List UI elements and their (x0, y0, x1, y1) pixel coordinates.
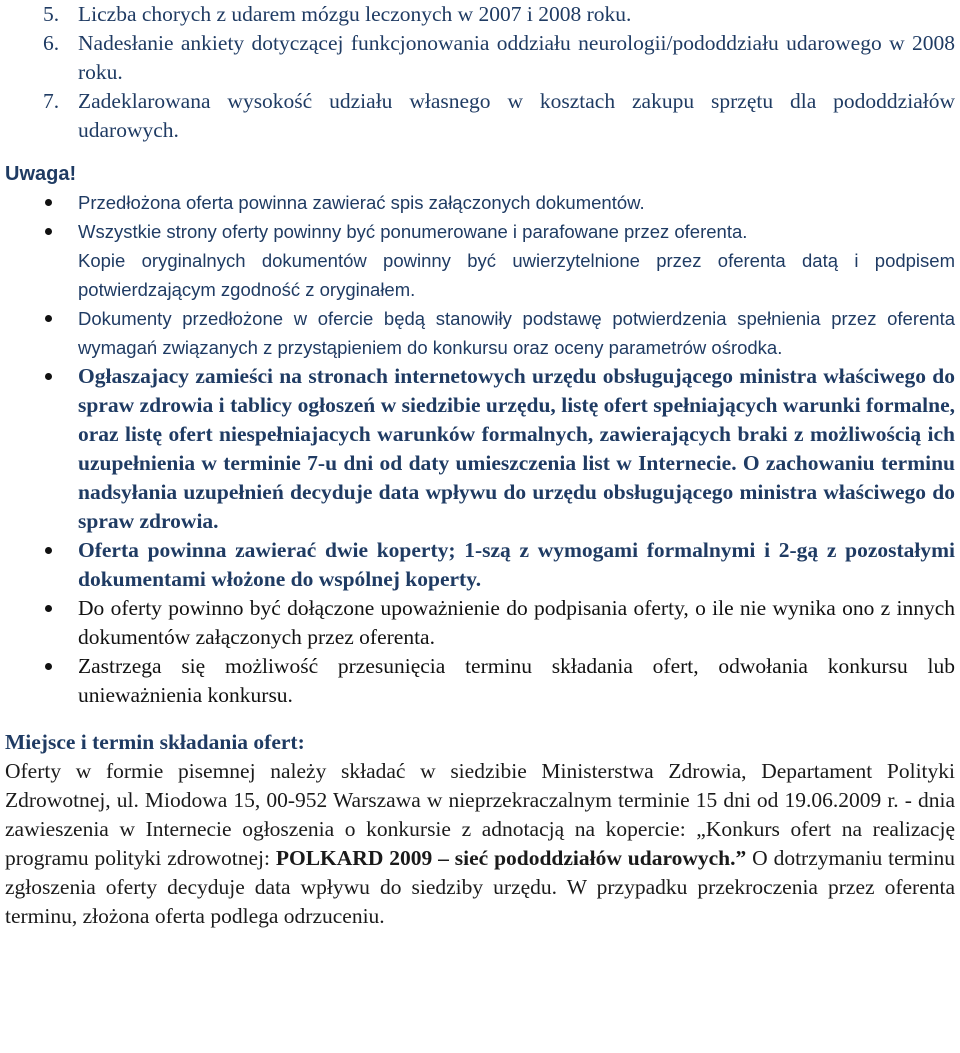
list-item (5, 87, 955, 145)
bullet-item (5, 594, 955, 652)
document-page (5, 0, 955, 931)
bullet-icon (45, 547, 52, 554)
item-number: 6. (43, 31, 60, 55)
bullet-text: Dokumenty przedłożone w ofercie będą stanowiły podstawę potwierdzenia spełnienia przez oferenta wymagań związanych z przystąpieniem do konkursu oraz oceny parametrów ośrodka. (78, 308, 955, 358)
bullet-icon (45, 605, 52, 612)
bullet-text: Do oferty powinno być dołączone upoważnienie do podpisania oferty, o ile nie wynika ono z innych dokumentów załączonych przez oferenta. (78, 596, 955, 649)
paragraph (5, 757, 955, 931)
list-item (5, 29, 955, 87)
bullet-item (5, 362, 955, 536)
bullet-text-continued: Kopie oryginalnych dokumentów powinny być uwierzytelnione przez oferenta datą i podpisem potwierdzającym zgodność z oryginałem. (78, 250, 955, 300)
bullet-item (5, 652, 955, 710)
bullet-icon (45, 315, 52, 322)
bullet-item (5, 188, 955, 217)
bullet-icon (45, 663, 52, 670)
bullet-item (5, 536, 955, 594)
bullet-item (5, 304, 955, 362)
bullet-item (5, 217, 955, 304)
bullet-text: Zastrzega się możliwość przesunięcia terminu składania ofert, odwołania konkursu lub unieważnienia konkursu. (78, 654, 955, 707)
item-text: Zadeklarowana wysokość udziału własnego w kosztach zakupu sprzętu dla pododdziałów udarowych. (78, 89, 955, 142)
section-heading: Miejsce i termin składania ofert: (5, 730, 305, 754)
item-text: Nadesłanie ankiety dotyczącej funkcjonowania oddziału neurologii/pododdziału udarowego w 2008 roku. (78, 31, 955, 84)
paragraph-bold-text: POLKARD 2009 – sieć pododdziałów udarowych.” (275, 846, 747, 870)
paragraph-text: Oferty w formie pisemnej należy składać w siedzibie Ministerstwa Zdrowia, Departament Polityki Zdrowotnej, ul. Miodowa 15, 00-952 Warszawa w nieprzekraczalnym terminie 15 dni od 19.06.2009 r. - dnia zawieszenia w Internecie ogłoszenia o konkursie z adnotacją na kopercie: „Konkurs ofert na realizację programu polityki zdrowotnej: (5, 759, 955, 870)
bullet-list (5, 188, 955, 710)
bullet-icon (45, 373, 52, 380)
paragraph-text-end: O dotrzymaniu terminu zgłoszenia oferty decyduje data wpływu do siedziby urzędu. W przypadku przekroczenia przez oferenta terminu, złożona oferta podlega odrzuceniu. (5, 846, 956, 928)
uwaga-heading: Uwaga! (5, 163, 77, 185)
bullet-icon (45, 228, 52, 235)
bullet-icon (45, 199, 52, 206)
bullet-text: Oferta powinna zawierać dwie koperty; 1-szą z wymogami formalnymi i 2-gą z pozostałymi dokumentami włożone do wspólnej koperty. (78, 538, 955, 591)
bullet-text: Ogłaszajacy zamieści na stronach internetowych urzędu obsługującego ministra właściwego do spraw zdrowia i tablicy ogłoszeń w siedzibie urzędu, listę ofert spełniających warunki formalne, oraz listę ofert niespełniajacych warunków formalnych, zawierających braki z możliwością ich uzupełnienia w terminie 7-u dni od daty umieszczenia list w Internecie. O zachowaniu terminu nadsyłania uzupełnień decyduje data wpływu do urzędu obsługującego ministra właściwego do spraw zdrowia. (78, 364, 955, 533)
numbered-list (5, 0, 955, 145)
bullet-text: Przedłożona oferta powinna zawierać spis załączonych dokumentów. (78, 192, 645, 213)
bullet-text: Wszystkie strony oferty powinny być ponumerowane i parafowane przez oferenta. (78, 221, 748, 242)
item-text: Liczba chorych z udarem mózgu leczonych w 2007 i 2008 roku. (78, 2, 632, 26)
item-number: 5. (43, 2, 60, 26)
list-item (5, 0, 955, 29)
item-number: 7. (43, 89, 60, 113)
